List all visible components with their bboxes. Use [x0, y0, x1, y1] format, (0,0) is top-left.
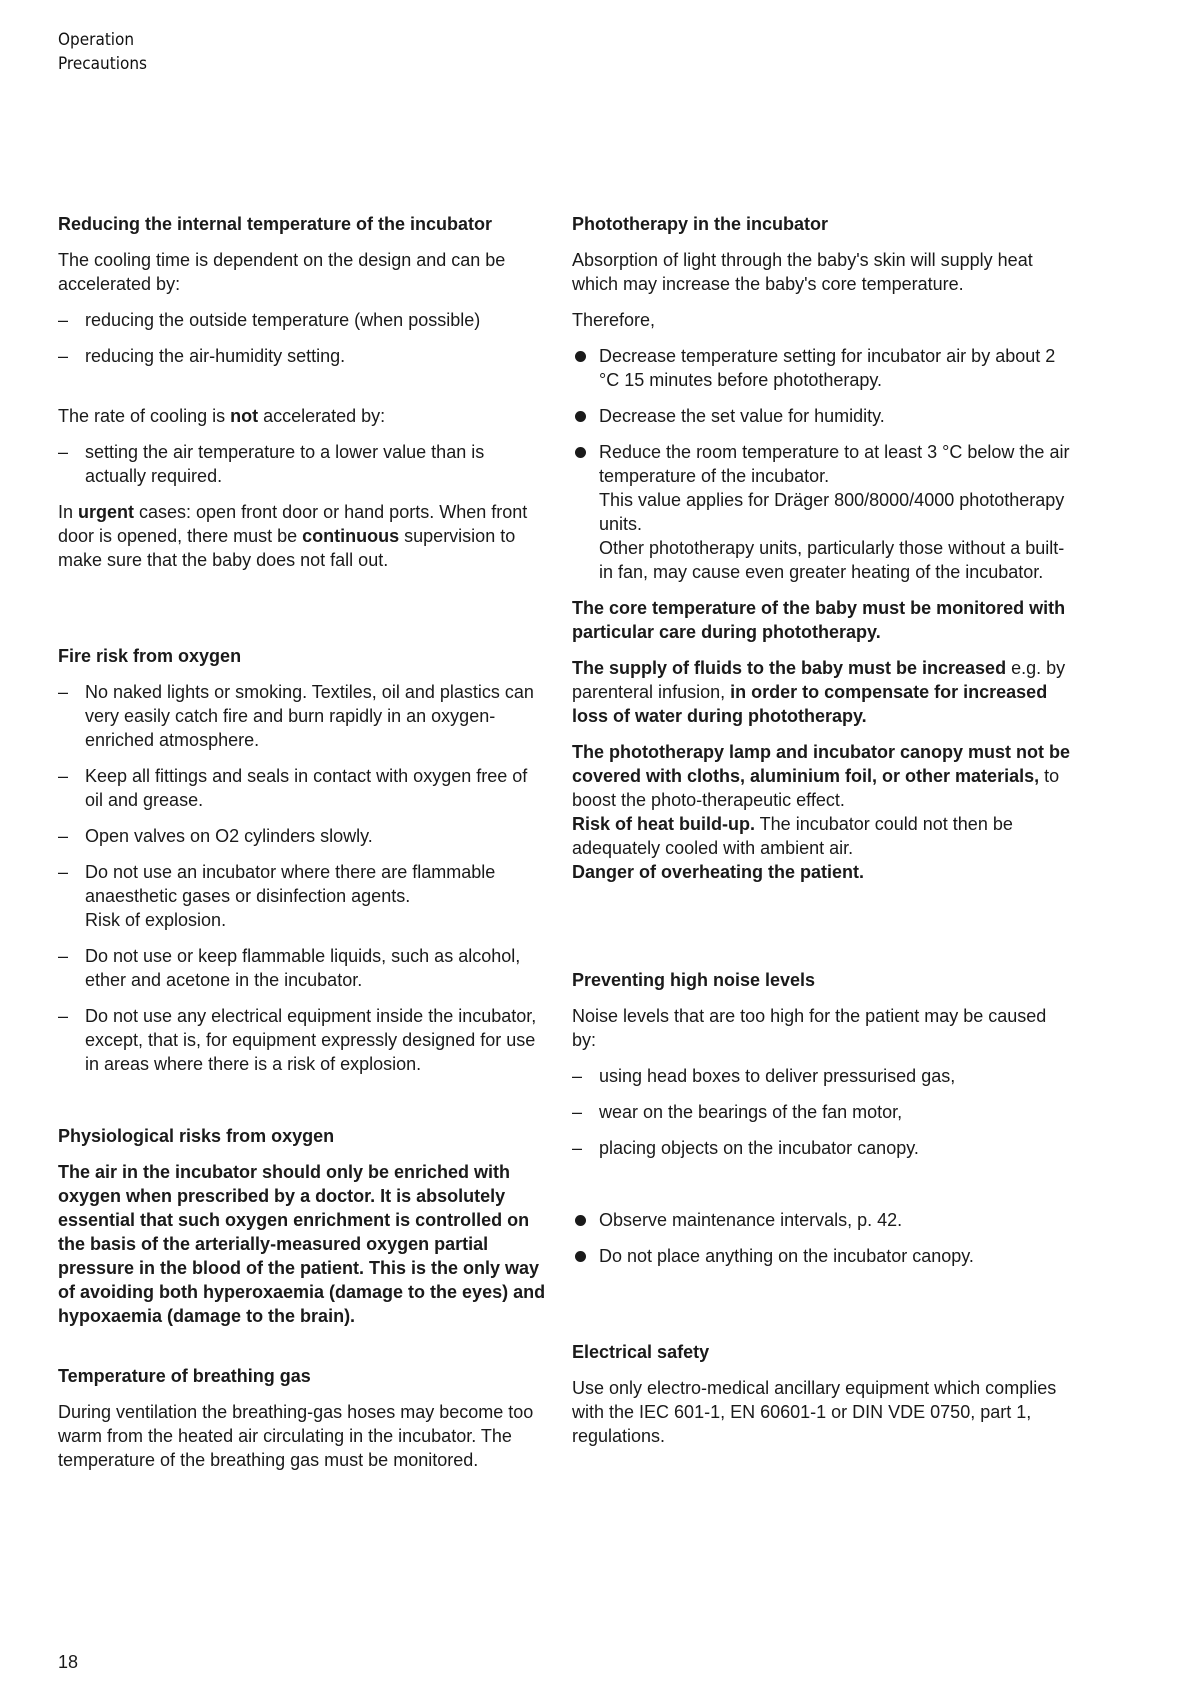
- list-item: – reducing the air-humidity setting.: [58, 344, 548, 368]
- section-title: Reducing the internal temperature of the incubator: [58, 214, 493, 234]
- list-item: Decrease temperature setting for incubator air by about 2 °C 15 minutes before phototherapy.: [572, 344, 1072, 392]
- dash-list: [58, 680, 548, 1076]
- dash-list: [572, 1064, 1072, 1160]
- paragraph: Noise levels that are too high for the patient may be caused by:: [572, 1006, 1047, 1050]
- section-electrical-safety: [572, 1340, 1072, 1448]
- list-item: – setting the air temperature to a lower value than is actually required.: [58, 440, 548, 488]
- list-item: [572, 440, 1072, 584]
- list-item: – reducing the outside temperature (when possible): [58, 308, 548, 332]
- paragraph: During ventilation the breathing-gas hoses may become too warm from the heated air circulating in the incubator. The temperature of the breathing gas must be monitored.: [58, 1402, 534, 1470]
- text: to boost the photo-therapeutic effect.: [572, 766, 1060, 810]
- bold-text: The phototherapy lamp and incubator canopy must not be covered with cloths, aluminium foil, or other materials,: [572, 742, 1071, 786]
- page-number: 18: [58, 1652, 79, 1672]
- section-title: Electrical safety: [572, 1342, 710, 1362]
- bold-text: Risk of heat build-up.: [572, 814, 755, 834]
- text: cases: open front door or hand ports. When front door is opened, there must be: [58, 502, 528, 546]
- bold-text: urgent: [78, 502, 135, 522]
- lamp-warning: [572, 742, 1070, 810]
- page-header: [58, 28, 147, 76]
- warning-paragraph: The air in the incubator should only be enriched with oxygen when prescribed by a doctor. It is absolutely essential that such oxygen enrichment is controlled on the basis of the arterially-measured oxygen partial pressure in the blood of the patient. This is the only way of avoiding both hyperoxaemia (damage to the eyes) and hypoxaemia (damage to the brain).: [58, 1162, 546, 1326]
- dash-list: [58, 440, 548, 488]
- bullet-list: [572, 344, 1072, 584]
- list-item: – using head boxes to deliver pressurised gas,: [572, 1064, 1072, 1088]
- section-title: Physiological risks from oxygen: [58, 1126, 335, 1146]
- bold-text: Danger of overheating the patient.: [572, 862, 865, 882]
- header-subsection: Precautions: [58, 54, 147, 74]
- bullet-list: [572, 1208, 1072, 1268]
- section-breathing-gas: [58, 1364, 548, 1472]
- text: In: [58, 502, 79, 522]
- paragraph: Therefore,: [572, 310, 656, 330]
- text: The incubator could not then be adequately cooled with ambient air.: [572, 814, 1013, 858]
- paragraph: [58, 404, 548, 428]
- text: e.g. by parenteral infusion,: [572, 658, 1066, 702]
- right-column: [572, 212, 1072, 1460]
- bold-text: in order to compensate for increased loss of water during phototherapy.: [572, 682, 1048, 726]
- dash-list: [58, 308, 548, 368]
- section-physiological-risks: [58, 1124, 548, 1328]
- text: Other phototherapy units, particularly those without a built-in fan, may cause even greater heating of the incubator.: [599, 538, 1065, 582]
- paragraph: [572, 740, 1072, 884]
- bold-text: continuous: [302, 526, 400, 546]
- text: supervision to make sure that the baby does not fall out.: [58, 526, 516, 570]
- section-title: Temperature of breathing gas: [58, 1366, 311, 1386]
- text: accelerated by:: [258, 406, 386, 426]
- section-title: Fire risk from oxygen: [58, 646, 242, 666]
- warning-paragraph: The core temperature of the baby must be monitored with particular care during phototherapy.: [572, 598, 1066, 642]
- list-item: Do not place anything on the incubator canopy.: [572, 1244, 1072, 1268]
- text: – Do not use an incubator where there are flammable anaesthetic gases or disinfection agents.: [85, 862, 496, 906]
- paragraph: [572, 656, 1072, 728]
- paragraph: The cooling time is dependent on the design and can be accelerated by:: [58, 250, 506, 294]
- list-item: – wear on the bearings of the fan motor,: [572, 1100, 1072, 1124]
- paragraph: Absorption of light through the baby's skin will supply heat which may increase the baby's core temperature.: [572, 250, 1033, 294]
- list-item: – Do not use or keep flammable liquids, such as alcohol, ether and acetone in the incubator.: [58, 944, 548, 992]
- text: Reduce the room temperature to at least 3 °C below the air temperature of the incubator.: [599, 442, 1070, 486]
- list-item: – No naked lights or smoking. Textiles, oil and plastics can very easily catch fire and burn rapidly in an oxygen-enriched atmosphere.: [58, 680, 548, 752]
- bold-text: The supply of fluids to the baby must be increased: [572, 658, 1007, 678]
- list-item: – Do not use any electrical equipment inside the incubator, except, that is, for equipment expressly designed for use in areas where there is a risk of explosion.: [58, 1004, 548, 1076]
- left-column: [58, 212, 548, 1484]
- list-item: Observe maintenance intervals, p. 42.: [572, 1208, 1072, 1232]
- paragraph: Use only electro-medical ancillary equipment which complies with the IEC 601-1, EN 60601-1 or DIN VDE 0750, part 1, regulations.: [572, 1378, 1057, 1446]
- section-title: Preventing high noise levels: [572, 970, 816, 990]
- section-phototherapy: [572, 212, 1072, 884]
- text: Risk of explosion.: [85, 910, 227, 930]
- list-item: Decrease the set value for humidity.: [572, 404, 1072, 428]
- section-noise-levels: [572, 968, 1072, 1268]
- text: This value applies for Dräger 800/8000/4000 phototherapy units.: [599, 490, 1065, 534]
- list-item: [58, 860, 548, 932]
- list-item: – placing objects on the incubator canopy.: [572, 1136, 1072, 1160]
- text: The rate of cooling is: [58, 406, 231, 426]
- header-section: Operation: [58, 30, 135, 50]
- section-fire-risk: [58, 644, 548, 1076]
- section-reducing-temperature: [58, 212, 548, 572]
- paragraph: [58, 500, 548, 572]
- list-item: – Open valves on O2 cylinders slowly.: [58, 824, 548, 848]
- section-title: Phototherapy in the incubator: [572, 214, 829, 234]
- bold-text: not: [230, 406, 259, 426]
- list-item: – Keep all fittings and seals in contact with oxygen free of oil and grease.: [58, 764, 548, 812]
